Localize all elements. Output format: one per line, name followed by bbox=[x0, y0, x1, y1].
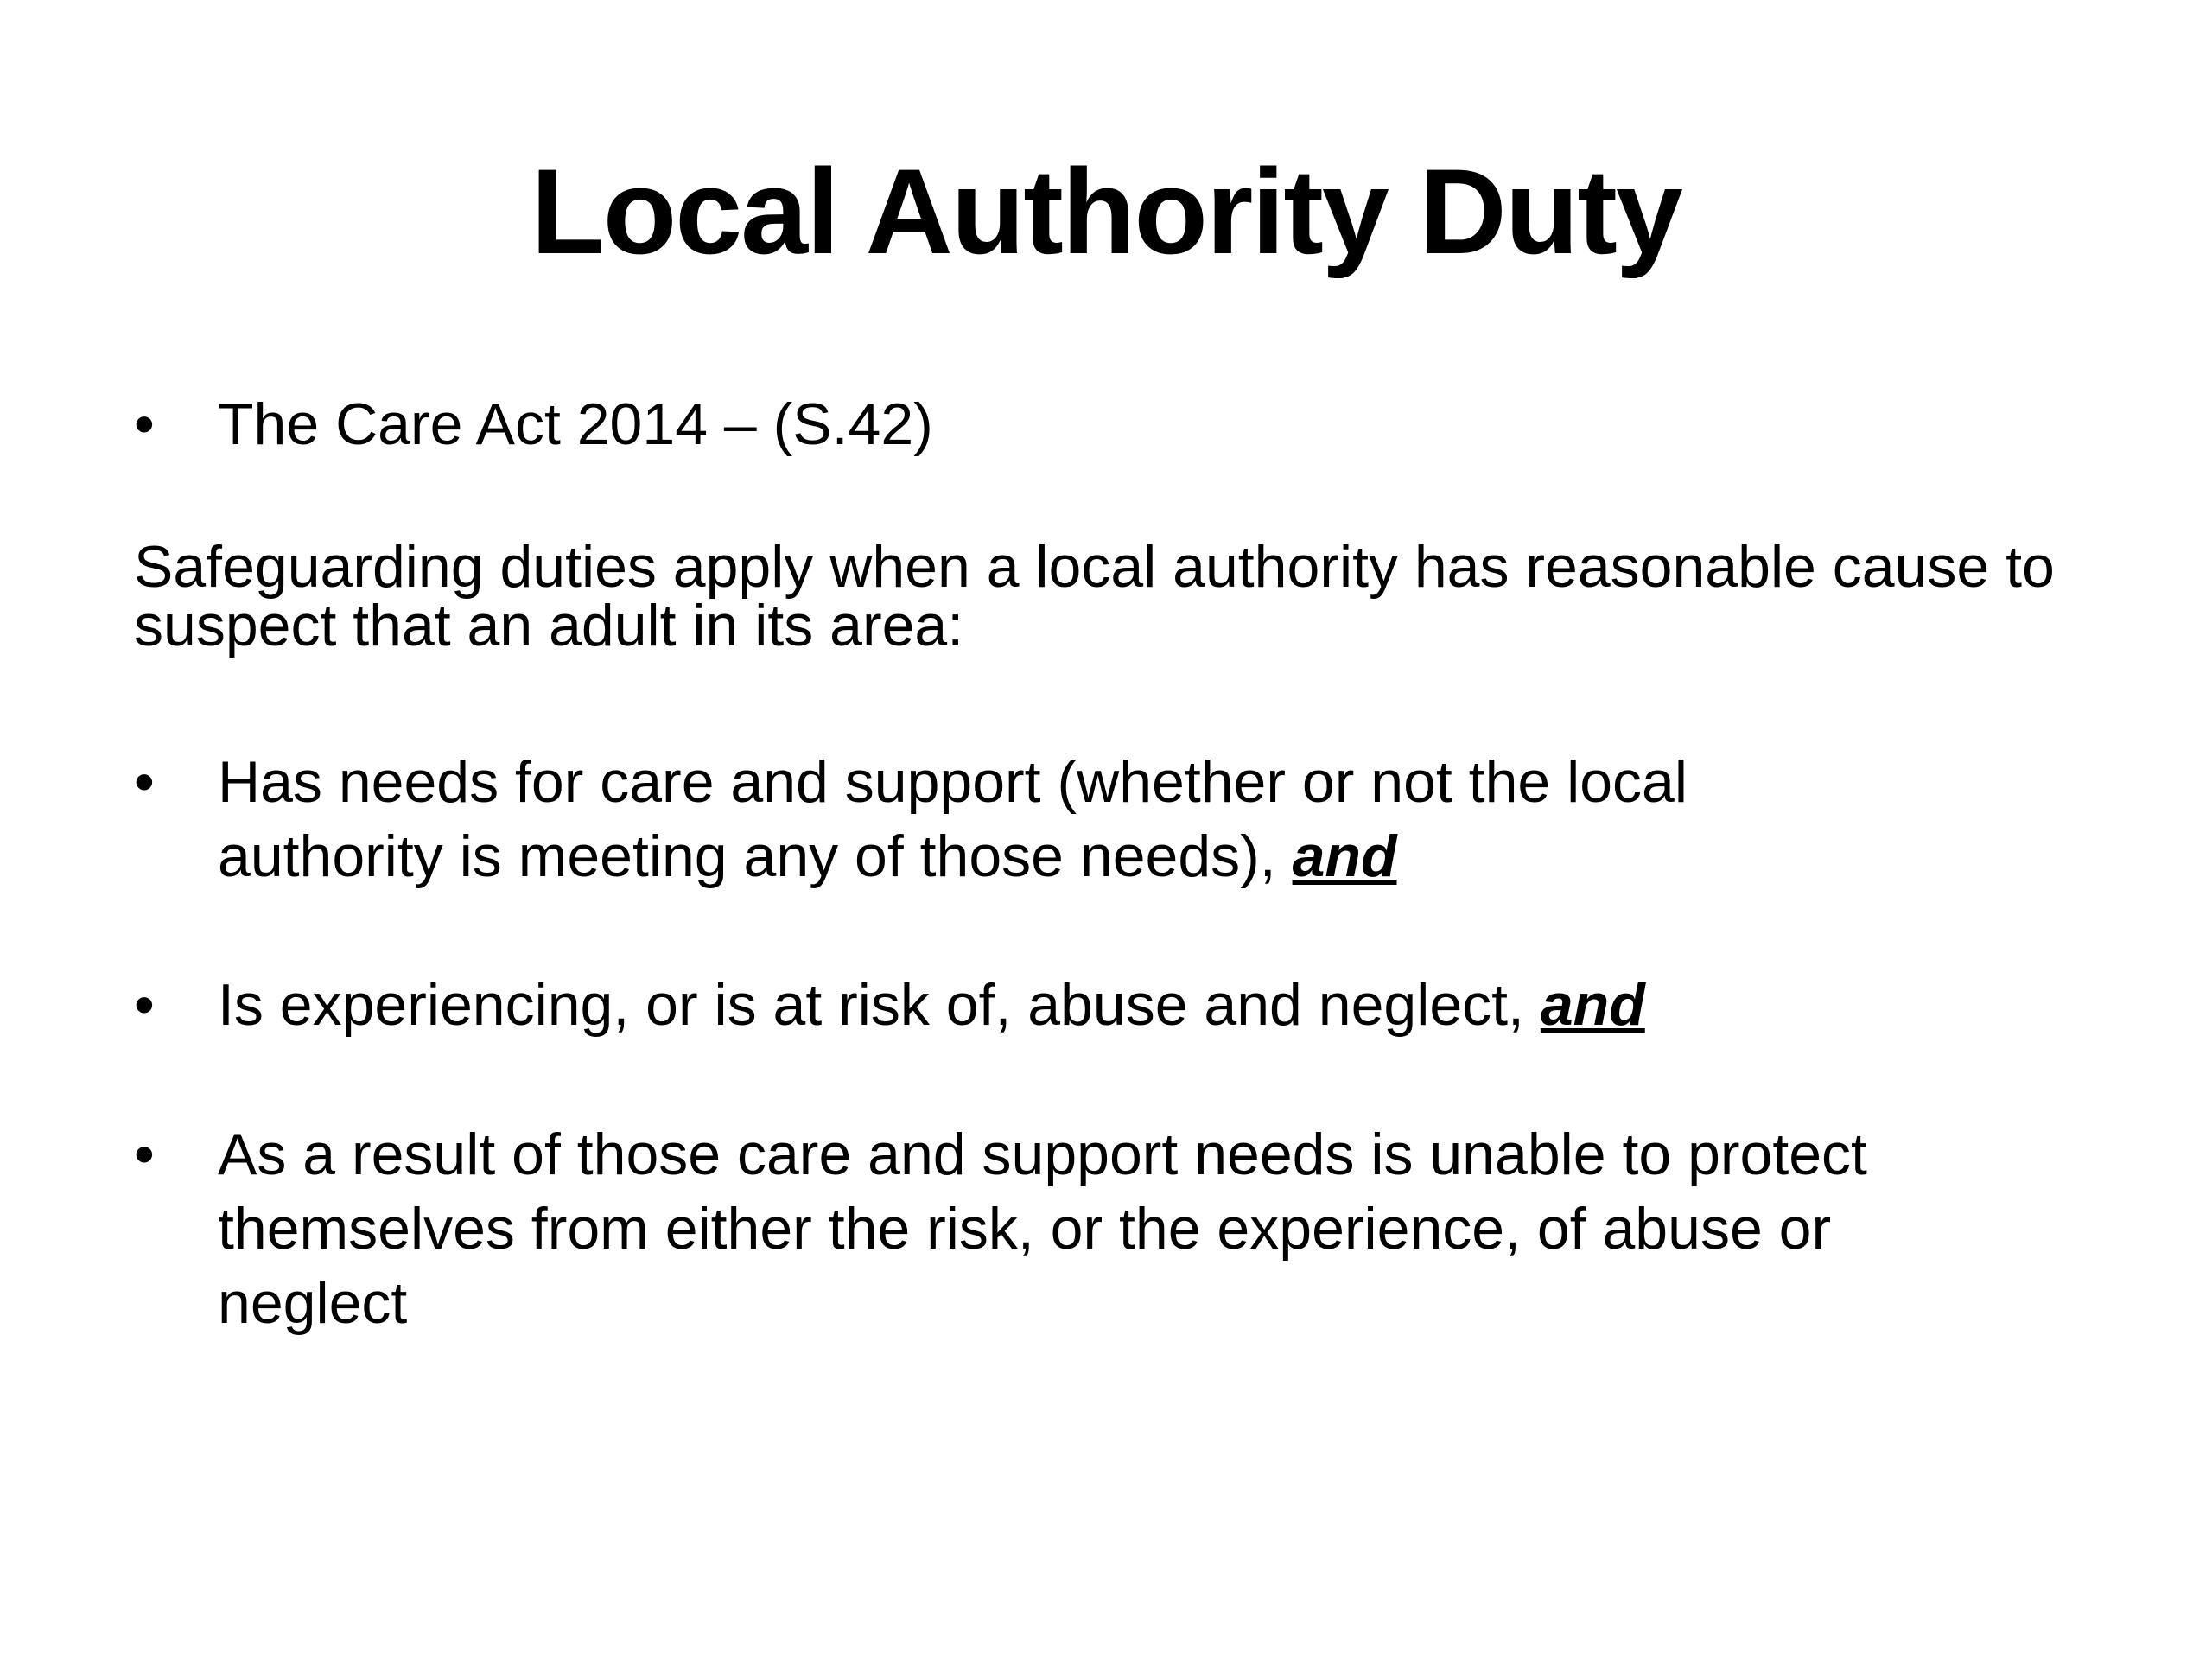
bullet-text bbox=[218, 968, 2075, 1042]
bullet-text-line: neglect bbox=[218, 1270, 408, 1336]
bullet-text: The Care Act 2014 – (S.42) bbox=[218, 391, 933, 457]
emphasis-and: and bbox=[1292, 823, 1397, 889]
bullet-text bbox=[218, 1117, 2075, 1340]
emphasis-and: and bbox=[1540, 972, 1645, 1038]
bullet-text-line: As a result of those care and support needs is unable to protect bbox=[218, 1122, 1867, 1187]
bullet-icon: • bbox=[134, 749, 155, 815]
bullet-text-line: Is experiencing, or is at risk of, abuse and neglect, bbox=[218, 972, 1541, 1038]
bullet-text-line: authority is meeting any of those needs), bbox=[218, 823, 1293, 889]
slide-title: Local Authority Duty bbox=[531, 143, 1681, 279]
intro-paragraph: Safeguarding duties apply when a local authority has reasonable cause to suspect that an adult in its area: bbox=[134, 534, 2055, 658]
bullet-icon: • bbox=[134, 972, 155, 1038]
bullet-text-line: themselves from either the risk, or the experience, of abuse or bbox=[218, 1196, 1832, 1262]
bullet-icon: • bbox=[134, 1122, 155, 1187]
bullet-text-line: Has needs for care and support (whether or not the local bbox=[218, 749, 1688, 815]
bullet-text bbox=[218, 745, 2075, 893]
bullet-icon: • bbox=[134, 391, 155, 457]
